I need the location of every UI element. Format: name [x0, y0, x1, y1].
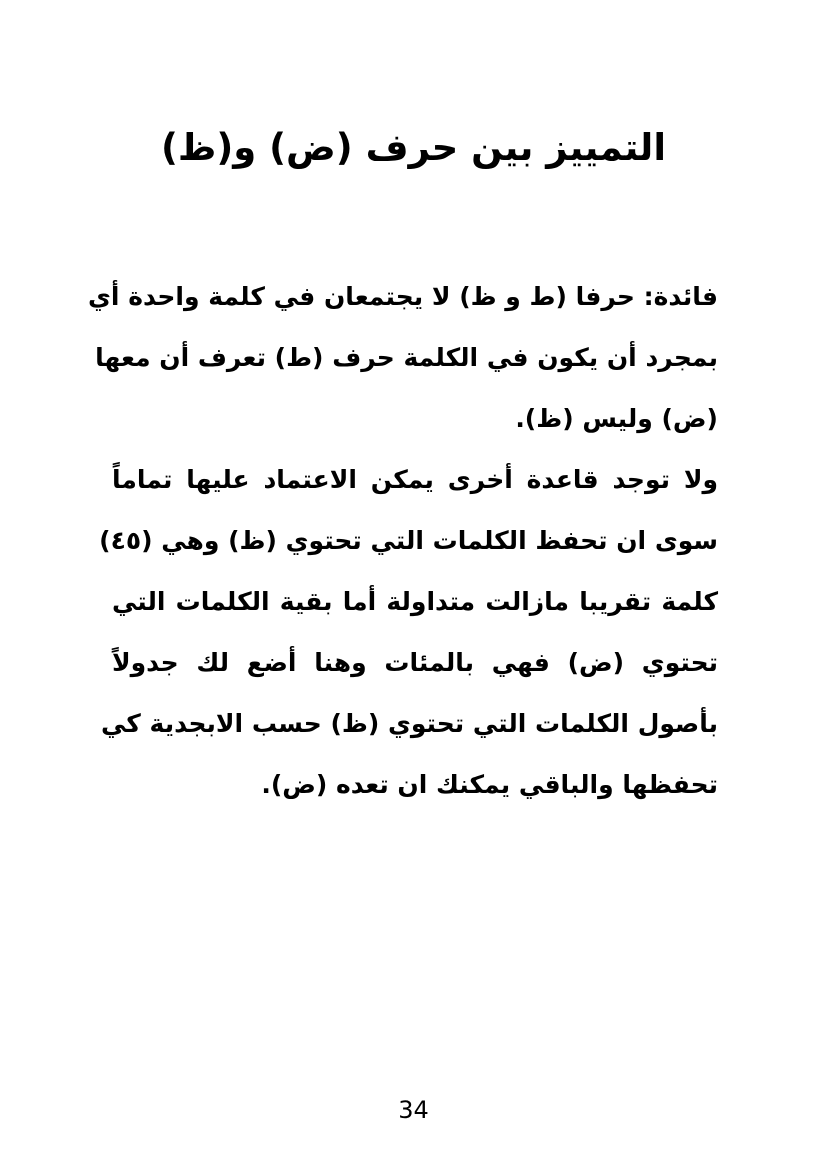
text-line: بمجرد أن يكون في الكلمة حرف (ط) تعرف أن معها	[95, 343, 718, 372]
page-number: 34	[398, 1096, 429, 1124]
text-line: (ض) وليس (ظ).	[515, 404, 718, 433]
text-line: تحتوي (ض) فهي بالمئات وهنا أضع لك جدولاً	[112, 648, 718, 677]
paragraph-rule	[99, 449, 718, 815]
page-title: التمييز بين حرف (ض) و(ظ)	[160, 126, 667, 169]
text-line: تحفظها والباقي يمكنك ان تعده (ض).	[261, 770, 718, 799]
text-line: فائدة: حرفا (ط و ظ) لا يجتمعان في كلمة واحدة أي	[88, 282, 718, 311]
text-line: كلمة تقريبا مازالت متداولة أما بقية الكلمات التي	[112, 587, 718, 616]
text-line: بأصول الكلمات التي تحتوي (ظ) حسب الابجدية كي	[101, 709, 718, 738]
text-line: ولا توجد قاعدة أخرى يمكن الاعتماد عليها تماماً	[112, 465, 718, 494]
text-line: سوى ان تحفظ الكلمات التي تحتوي (ظ) وهي (٤٥)	[99, 526, 718, 555]
document-body	[88, 266, 718, 815]
paragraph-note	[88, 266, 718, 449]
